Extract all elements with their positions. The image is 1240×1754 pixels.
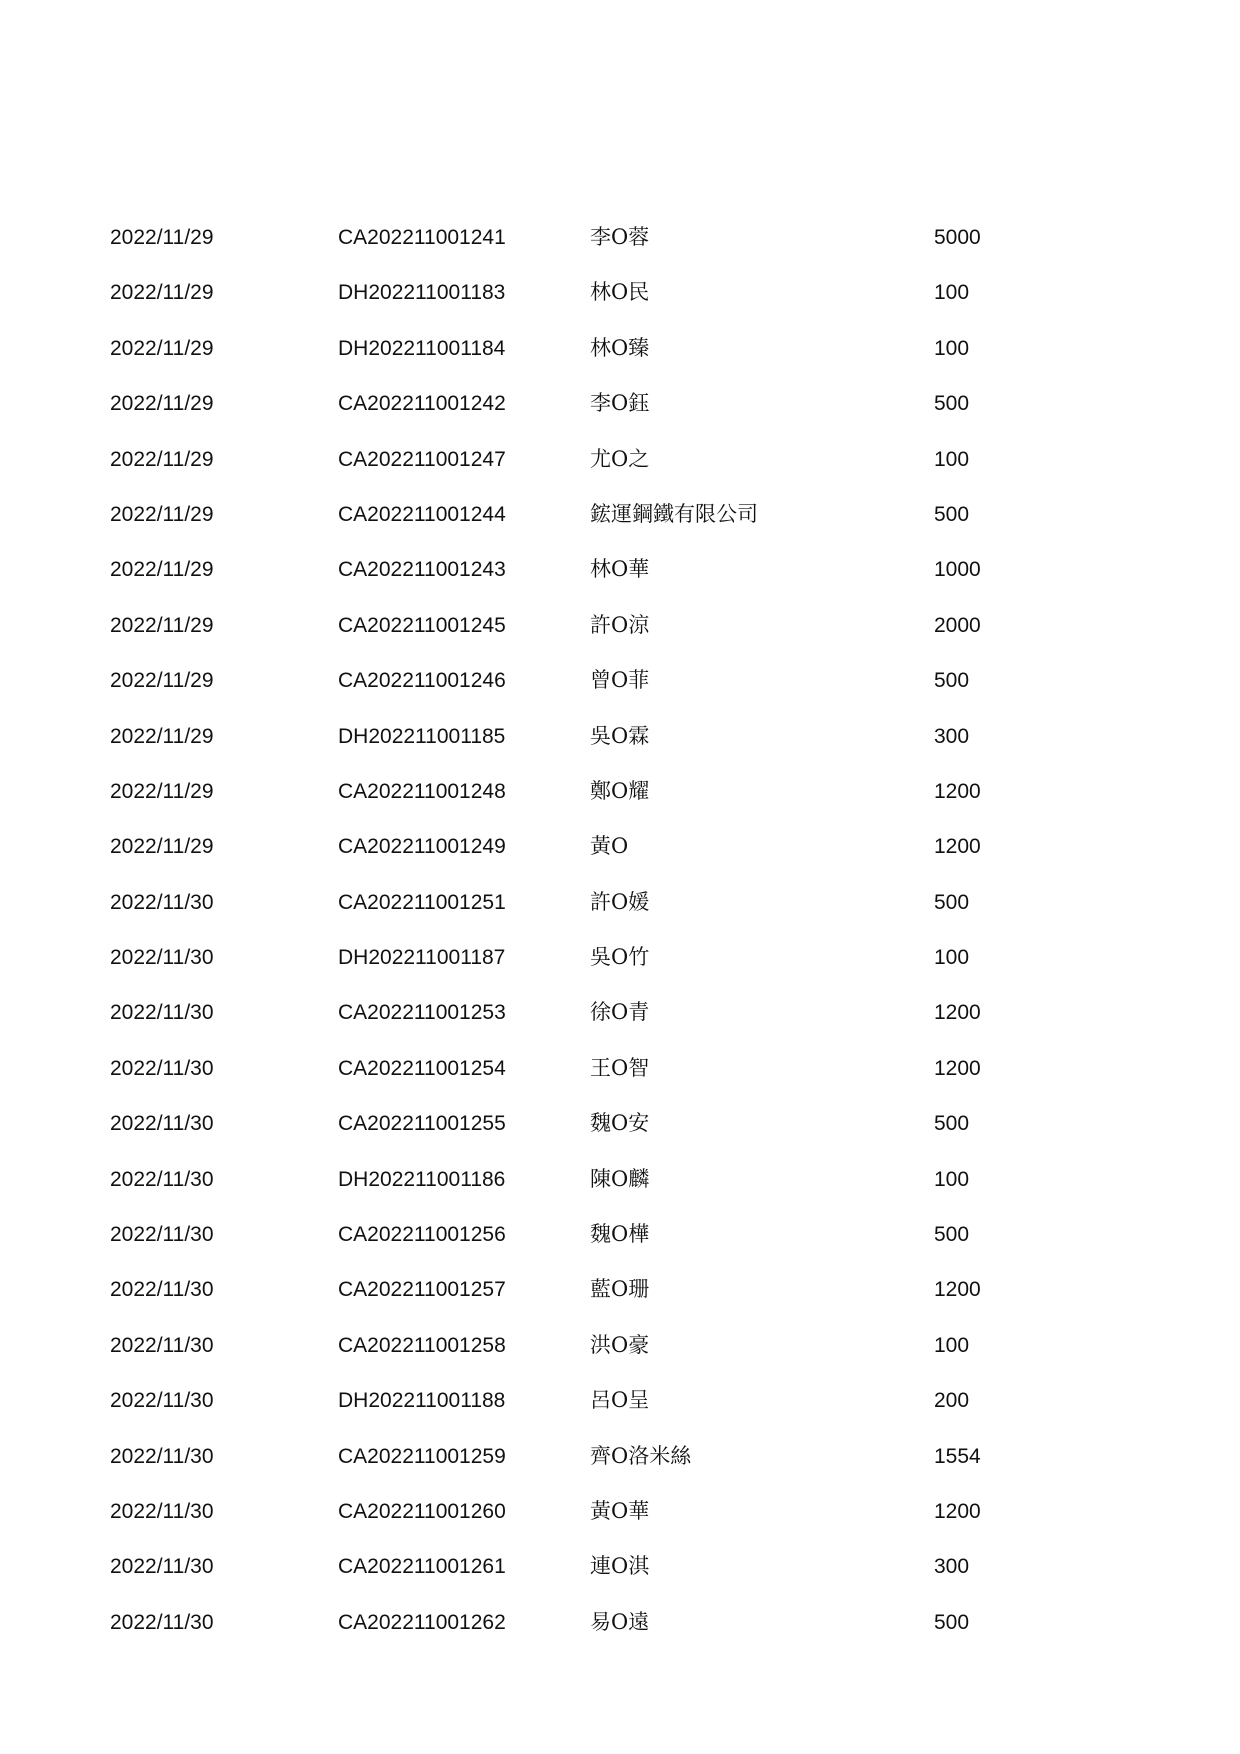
date-cell: 2022/11/30 (110, 1389, 214, 1413)
date-cell: 2022/11/30 (110, 1223, 214, 1247)
donor-name-cell: 藍O珊 (590, 1277, 650, 1302)
amount-cell: 500 (934, 392, 970, 416)
receipt-code-cell: CA202211001262 (338, 1610, 506, 1634)
date-cell: 2022/11/30 (110, 890, 214, 914)
amount-cell: 200 (934, 1389, 970, 1413)
table-row (110, 1539, 1130, 1594)
donor-name-cell: 李O鈺 (590, 391, 650, 416)
date-cell: 2022/11/29 (110, 281, 214, 305)
donor-name-cell: 尤O之 (590, 446, 650, 471)
amount-cell: 2000 (934, 613, 981, 637)
date-cell: 2022/11/29 (110, 724, 214, 748)
donor-name-cell: 黃O華 (590, 1498, 650, 1523)
donor-name-cell: 黃O (590, 834, 629, 859)
receipt-code-cell: CA202211001246 (338, 669, 506, 693)
amount-cell: 100 (934, 1333, 970, 1357)
donor-name-cell: 曾O菲 (590, 668, 650, 693)
receipt-code-cell: DH202211001185 (338, 724, 506, 748)
date-cell: 2022/11/30 (110, 1333, 214, 1357)
date-cell: 2022/11/29 (110, 558, 214, 582)
receipt-code-cell: CA202211001253 (338, 1001, 506, 1025)
table-row (110, 1152, 1130, 1207)
table-row (110, 1373, 1130, 1428)
receipt-code-cell: CA202211001255 (338, 1112, 506, 1136)
table-row (110, 542, 1130, 597)
date-cell: 2022/11/30 (110, 1555, 214, 1579)
amount-cell: 1200 (934, 1056, 981, 1080)
table-row (110, 487, 1130, 542)
date-cell: 2022/11/30 (110, 1278, 214, 1302)
table-row (110, 1595, 1130, 1650)
table-row (110, 1429, 1130, 1484)
table-row (110, 432, 1130, 487)
amount-cell: 1000 (934, 558, 981, 582)
table-row (110, 1318, 1130, 1373)
table-row (110, 1041, 1130, 1096)
table-row (110, 819, 1130, 874)
receipt-code-cell: CA202211001242 (338, 392, 506, 416)
amount-cell: 500 (934, 1112, 970, 1136)
amount-cell: 1200 (934, 779, 981, 803)
amount-cell: 1200 (934, 1278, 981, 1302)
donor-name-cell: 吳O竹 (590, 945, 650, 970)
donor-name-cell: 林O華 (590, 557, 650, 582)
receipt-code-cell: CA202211001258 (338, 1333, 506, 1357)
date-cell: 2022/11/29 (110, 392, 214, 416)
amount-cell: 500 (934, 502, 970, 526)
amount-cell: 1554 (934, 1444, 981, 1468)
table-row (110, 598, 1130, 653)
receipt-code-cell: CA202211001251 (338, 890, 506, 914)
table-row (110, 210, 1130, 265)
table-row (110, 985, 1130, 1040)
amount-cell: 500 (934, 1223, 970, 1247)
table-row (110, 265, 1130, 320)
table-row (110, 1262, 1130, 1317)
donor-name-cell: 洪O豪 (590, 1332, 650, 1357)
donor-name-cell: 鋐運鋼鐵有限公司 (590, 501, 758, 526)
receipt-code-cell: CA202211001260 (338, 1499, 506, 1523)
date-cell: 2022/11/30 (110, 946, 214, 970)
receipt-code-cell: CA202211001244 (338, 502, 506, 526)
table-row (110, 653, 1130, 708)
amount-cell: 1200 (934, 835, 981, 859)
amount-cell: 500 (934, 890, 970, 914)
donor-name-cell: 易O遠 (590, 1609, 650, 1634)
receipt-code-cell: CA202211001256 (338, 1223, 506, 1247)
donor-name-cell: 徐O青 (590, 1000, 650, 1025)
donor-name-cell: 許O涼 (590, 612, 650, 637)
date-cell: 2022/11/30 (110, 1610, 214, 1634)
donor-name-cell: 魏O樺 (590, 1222, 650, 1247)
donor-name-cell: 呂O呈 (590, 1388, 650, 1413)
receipt-code-cell: CA202211001248 (338, 779, 506, 803)
date-cell: 2022/11/30 (110, 1444, 214, 1468)
date-cell: 2022/11/29 (110, 447, 214, 471)
donor-name-cell: 林O民 (590, 280, 650, 305)
receipt-code-cell: CA202211001245 (338, 613, 506, 637)
table-row (110, 875, 1130, 930)
amount-cell: 100 (934, 336, 970, 360)
amount-cell: 300 (934, 1555, 970, 1579)
table-row (110, 930, 1130, 985)
receipt-code-cell: CA202211001243 (338, 558, 506, 582)
table-row (110, 376, 1130, 431)
donor-name-cell: 王O智 (590, 1055, 650, 1080)
date-cell: 2022/11/29 (110, 502, 214, 526)
amount-cell: 1200 (934, 1001, 981, 1025)
amount-cell: 5000 (934, 226, 981, 249)
table-row (110, 764, 1130, 819)
amount-cell: 100 (934, 281, 970, 305)
amount-cell: 100 (934, 1167, 970, 1191)
donor-name-cell: 林O臻 (590, 335, 650, 360)
date-cell: 2022/11/30 (110, 1112, 214, 1136)
receipt-code-cell: CA202211001247 (338, 447, 506, 471)
donor-name-cell: 許O媛 (590, 889, 650, 914)
receipt-code-cell: CA202211001241 (338, 226, 506, 249)
donor-name-cell: 鄭O耀 (590, 778, 650, 803)
receipt-code-cell: DH202211001188 (338, 1389, 506, 1413)
receipt-code-cell: CA202211001261 (338, 1555, 506, 1579)
date-cell: 2022/11/30 (110, 1499, 214, 1523)
amount-cell: 500 (934, 1610, 970, 1634)
receipt-code-cell: DH202211001186 (338, 1167, 506, 1191)
donation-table (110, 210, 1130, 1650)
table-row (110, 709, 1130, 764)
date-cell: 2022/11/29 (110, 226, 214, 249)
date-cell: 2022/11/30 (110, 1056, 214, 1080)
amount-cell: 1200 (934, 1499, 981, 1523)
table-row (110, 1484, 1130, 1539)
amount-cell: 100 (934, 447, 970, 471)
receipt-code-cell: DH202211001183 (338, 281, 506, 305)
date-cell: 2022/11/29 (110, 336, 214, 360)
date-cell: 2022/11/30 (110, 1001, 214, 1025)
date-cell: 2022/11/30 (110, 1167, 214, 1191)
date-cell: 2022/11/29 (110, 779, 214, 803)
donor-name-cell: 陳O麟 (590, 1166, 650, 1191)
receipt-code-cell: DH202211001184 (338, 336, 506, 360)
receipt-code-cell: CA202211001254 (338, 1056, 506, 1080)
amount-cell: 100 (934, 946, 970, 970)
table-row (110, 1096, 1130, 1151)
donor-name-cell: 李O蓉 (590, 225, 650, 249)
donor-name-cell: 魏O安 (590, 1111, 650, 1136)
donor-name-cell: 齊O洛米絲 (590, 1443, 692, 1468)
donor-name-cell: 吳O霖 (590, 723, 650, 748)
date-cell: 2022/11/29 (110, 835, 214, 859)
table-row (110, 321, 1130, 376)
date-cell: 2022/11/29 (110, 669, 214, 693)
receipt-code-cell: CA202211001257 (338, 1278, 506, 1302)
receipt-code-cell: DH202211001187 (338, 946, 506, 970)
table-row (110, 1207, 1130, 1262)
date-cell: 2022/11/29 (110, 613, 214, 637)
receipt-code-cell: CA202211001249 (338, 835, 506, 859)
amount-cell: 300 (934, 724, 970, 748)
donor-name-cell: 連O淇 (590, 1554, 650, 1579)
amount-cell: 500 (934, 669, 970, 693)
receipt-code-cell: CA202211001259 (338, 1444, 506, 1468)
